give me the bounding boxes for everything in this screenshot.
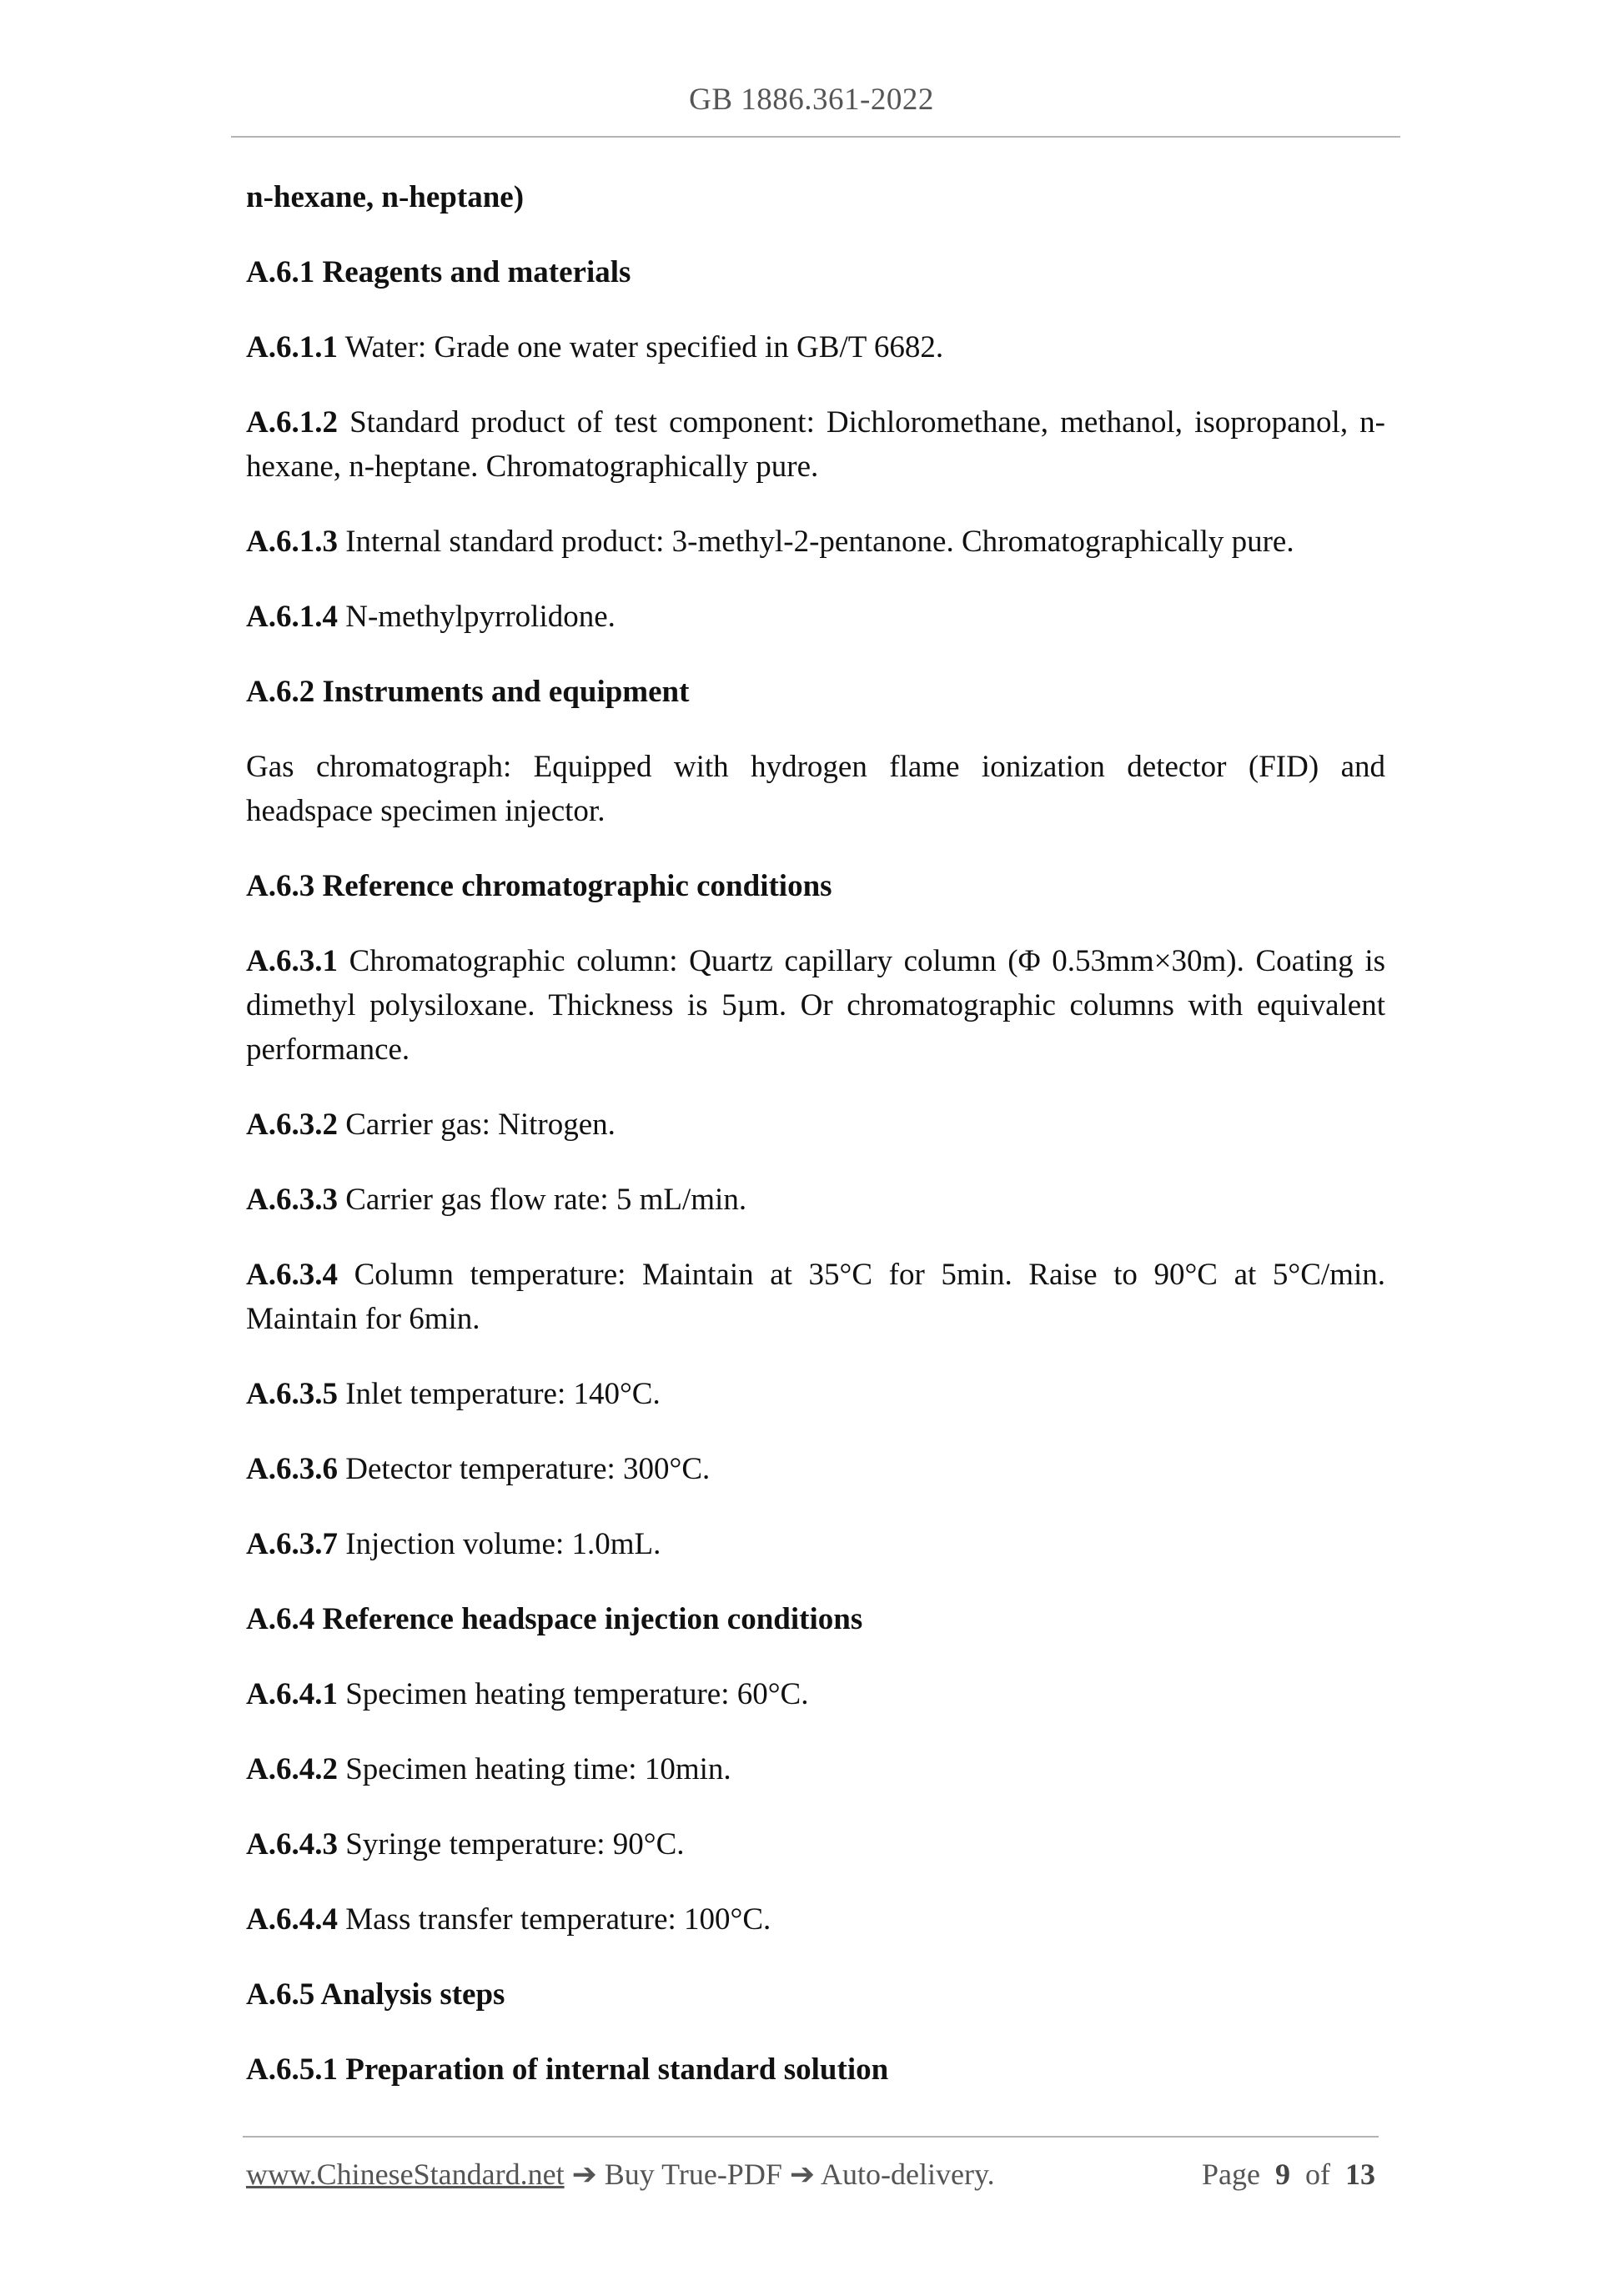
page-header-title: GB 1886.361-2022 [689,83,934,117]
header-divider [231,136,1400,138]
section-heading-a62: A.6.2 Instruments and equipment [246,675,690,709]
page-label: Page [1202,2158,1260,2191]
clause-text: Mass transfer temperature: 100°C. [337,1902,771,1937]
buy-pdf-text: Buy True-PDF [596,2158,790,2191]
clause-number: A.6.3.5 [246,1377,338,1411]
section-heading-a651: A.6.5.1 Preparation of internal standard solution [246,2052,889,2087]
clause-number: A.6.4.1 [246,1677,338,1711]
section-heading-a63: A.6.3 Reference chromatographic conditions [246,869,832,903]
section-heading-a65: A.6.5 Analysis steps [246,1977,505,2012]
clause-number: A.6.4.4 [246,1902,338,1937]
clause-a633 [246,1178,1385,1222]
clause-text: Specimen heating time: 10min. [337,1752,731,1786]
clause-number: A.6.1.3 [246,525,338,559]
clause-a631 [246,939,1385,1072]
clause-number: A.6.3.3 [246,1183,338,1217]
clause-text: N-methylpyrrolidone. [337,600,616,634]
section-heading-a64: A.6.4 Reference headspace injection conditions [246,1602,863,1636]
clause-a641 [246,1672,1385,1716]
auto-delivery-text: Auto-delivery. [815,2158,995,2191]
page-total: 13 [1345,2158,1375,2191]
clause-text: Specimen heating temperature: 60°C. [337,1677,809,1711]
clause-number: A.6.4.3 [246,1827,338,1861]
clause-number: A.6.3.4 [246,1258,338,1292]
clause-text: Injection volume: 1.0mL. [337,1527,661,1561]
clause-number: A.6.3.7 [246,1527,338,1561]
clause-number: A.6.3.2 [246,1108,338,1142]
continued-heading-line: n-hexane, n-heptane) [246,180,525,214]
clause-number: A.6.1.4 [246,600,338,634]
clause-text: Syringe temperature: 90°C. [337,1827,685,1861]
document-body [246,175,1385,2092]
clause-text: Internal standard product: 3-methyl-2-pentanone. Chromatographically pure. [337,525,1294,559]
clause-number: A.6.1.1 [246,330,338,364]
website-link[interactable]: www.ChineseStandard.net [246,2158,565,2191]
clause-text: Chromatographic column: Quartz capillary column (Φ 0.53mm×30m). Coating is dimethyl polysiloxane. Thickness is 5µm. Or chromatographic columns with equivalent performance. [246,944,1385,1067]
clause-number: A.6.3.6 [246,1452,338,1486]
clause-number: A.6.4.2 [246,1752,338,1786]
clause-a611 [246,325,1385,369]
page-of: of [1305,2158,1330,2191]
arrow-right-icon: ➔ [789,2158,816,2191]
clause-text: Water: Grade one water specified in GB/T 6682. [337,330,944,364]
clause-a643 [246,1822,1385,1866]
clause-number: A.6.1.2 [246,405,338,440]
clause-a636 [246,1447,1385,1491]
page-number [1202,2157,1375,2192]
clause-text: Carrier gas flow rate: 5 mL/min. [337,1183,747,1217]
clause-text: Detector temperature: 300°C. [337,1452,711,1486]
clause-text: Column temperature: Maintain at 35°C for 5min. Raise to 90°C at 5°C/min. Maintain for 6min. [246,1258,1385,1336]
clause-number: A.6.3.1 [246,944,338,978]
clause-a614 [246,595,1385,639]
clause-a634 [246,1253,1385,1341]
clause-a642 [246,1747,1385,1791]
clause-a632 [246,1103,1385,1147]
page-current: 9 [1275,2158,1290,2191]
section-heading-a61: A.6.1 Reagents and materials [246,255,631,289]
clause-a613 [246,520,1385,564]
clause-a635 [246,1372,1385,1416]
clause-a612 [246,400,1385,489]
clause-text: Inlet temperature: 140°C. [337,1377,661,1411]
footer-promo [246,2157,995,2192]
clause-a62-text: Gas chromatograph: Equipped with hydrogen flame ionization detector (FID) and headspace specimen injector. [246,750,1385,828]
clause-text: Standard product of test component: Dichloromethane, methanol, isopropanol, n-hexane, n-heptane. Chromatographically pure. [246,405,1385,484]
clause-text: Carrier gas: Nitrogen. [337,1108,616,1142]
footer-divider [243,2136,1379,2138]
arrow-right-icon: ➔ [571,2158,597,2191]
clause-a637 [246,1522,1385,1566]
clause-a644 [246,1897,1385,1942]
